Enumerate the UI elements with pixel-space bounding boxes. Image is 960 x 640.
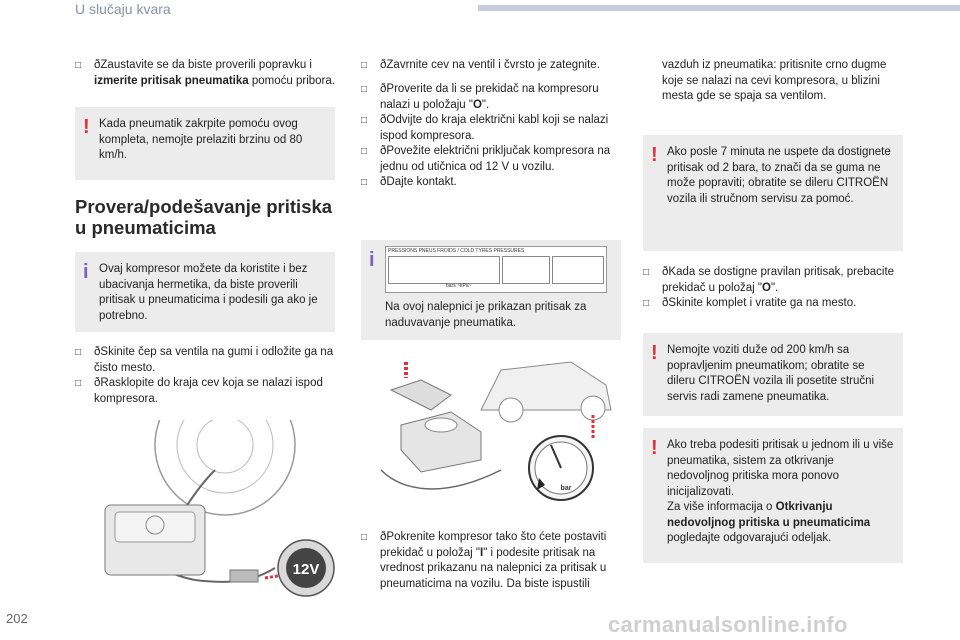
info-icon: i xyxy=(83,261,89,283)
compressor-illustration xyxy=(75,420,335,605)
checkbox-bullet-icon: ð □ xyxy=(643,298,650,309)
header-bar xyxy=(478,5,960,11)
info-box-compressor: i Ovaj kompresor možete da koristite i bez ubacivanja hermetika, da biste proverili pritisak u pneumaticima i podesili ga ako je potrebno. xyxy=(75,252,335,332)
col3-continued-text: vazduh iz pneumatika: pritisnite crno dugme koje se nalazi na cevi kompresora, u blizini mesta gde se spaja sa ventilom. xyxy=(662,59,887,102)
checkbox-bullet-icon: ð □ xyxy=(361,177,368,188)
checkbox-bullet-icon: ð □ xyxy=(361,146,368,157)
list-item: ð □ Rasklopite do kraja cev koja se nalazi ispod kompresora. xyxy=(75,376,335,407)
checkbox-bullet-icon: ð □ xyxy=(75,347,82,358)
col2-bullets xyxy=(361,82,621,191)
warning-icon: ! xyxy=(651,437,658,459)
list-item: ð □ Povežite električni priključak kompresora na jednu od utičnica od 12 V u vozilu. xyxy=(361,144,621,175)
warning-icon: ! xyxy=(83,116,90,138)
col2-bullet-1: ð □ Zavrnite cev na ventil i čvrsto je zategnite. xyxy=(361,58,621,74)
list-item: ð □ Kada se dostigne pravilan pritisak, prebacite prekidač u položaj "O". xyxy=(643,265,905,296)
checkbox-bullet-icon: ð □ xyxy=(361,115,368,126)
socket-label: 12V xyxy=(292,561,320,578)
list-item: ð □ Dajte kontakt. xyxy=(361,175,621,191)
car-compressor-gauge-illustration xyxy=(361,350,623,520)
checkbox-bullet-icon: ð □ xyxy=(75,378,82,389)
warning-box-7-minutes: ! Ako posle 7 minuta ne uspete da dostignete pritisak od 2 bara, to znači da se guma ne može popraviti; obratite se dileru CITROËN vozila ili stručnom servisu za pomoć. xyxy=(643,135,903,251)
info-icon: i xyxy=(369,249,375,271)
page-number: 202 xyxy=(6,611,28,626)
page-heading: Provera/podešavanje pritiska u pneumaticima xyxy=(75,196,333,238)
list-item: ð □ Proverite da li se prekidač na kompresoru nalazi u položaju "O". xyxy=(361,82,621,113)
info-box-sticker: i PRESSIONS PNEUS FROIDS / COLD TYRES PRESSURES bars ~kPa~ Na ovoj nalepnici je prikazan pritisak za naduvavanje pneumatika. xyxy=(361,240,621,340)
watermark: carmanualsonline.info xyxy=(608,612,848,637)
col2-bullet-6: ð □ Pokrenite kompresor tako što ćete postaviti prekidač u položaj "I" i podesite pritisak na vrednost prikazanu na nalepnici za pritisak u pneumaticima na vozilu. Da biste ispustili xyxy=(361,530,623,592)
checkbox-bullet-icon: ð □ xyxy=(361,84,368,95)
list-item: ð □ Skinite komplet i vratite ga na mesto. xyxy=(643,296,905,312)
col1-bullets xyxy=(75,345,335,407)
checkbox-bullet-icon: ð □ xyxy=(361,60,368,71)
warning-box-reinitialize: ! Ako treba podesiti pritisak u jednom ili u više pneumatika, sistem za otkrivanje nedovoljnog pritiska mora ponovo inicijalizovati. Za više informacija o Otkrivanju nedovoljnog pritiska u pneumaticima pogledajte odgovarajući odeljak. xyxy=(643,428,903,563)
checkbox-bullet-icon: ð □ xyxy=(75,60,82,71)
warning-box-speed: ! Kada pneumatik zakrpite pomoću ovog kompleta, nemojte prelaziti brzinu od 80 km/h. xyxy=(75,107,335,180)
warning-box-200kmh: ! Nemojte voziti duže od 200 km/h sa popravljenim pneumatikom; obratite se dileru CITROËN vozila ili posetite stručni servis radi zamene pneumatika. xyxy=(643,333,903,416)
pressure-sticker: PRESSIONS PNEUS FROIDS / COLD TYRES PRESSURES bars ~kPa~ xyxy=(385,246,607,293)
warning-icon: ! xyxy=(651,144,658,166)
gauge-label: bar xyxy=(560,485,572,492)
checkbox-bullet-icon: ð □ xyxy=(643,267,650,278)
col1-bullet-1: ð □ Zaustavite se da biste proverili popravku i izmerite pritisak pneumatika pomoću pribora. xyxy=(75,58,335,89)
section-title: U slučaju kvara xyxy=(75,1,171,17)
warning-icon: ! xyxy=(651,342,658,364)
checkbox-bullet-icon: ð □ xyxy=(361,532,368,543)
list-item: ð □ Skinite čep sa ventila na gumi i odložite ga na čisto mesto. xyxy=(75,345,335,376)
col3-bullets xyxy=(643,265,905,312)
list-item: ð □ Odvijte do kraja električni kabl koji se nalazi ispod kompresora. xyxy=(361,113,621,144)
